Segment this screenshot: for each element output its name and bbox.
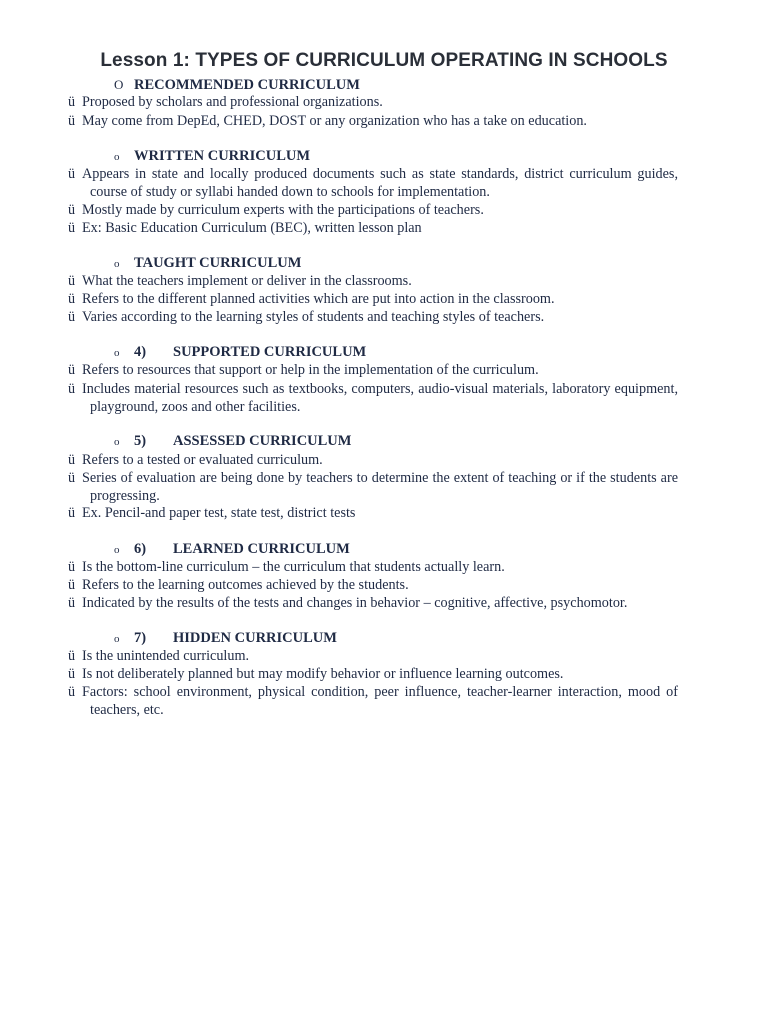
list-item: ü Mostly made by curriculum experts with the participations of teachers. [68,202,484,218]
section-heading-supported: o 4) SUPPORTED CURRICULUM [114,344,367,360]
list-item: ü Refers to the different planned activities which are put into action in the classroom. [68,291,555,307]
list-item: ü Is not deliberately planned but may modify behavior or influence learning outcomes. [68,666,564,682]
hollow-circle-bullet-icon: o [114,151,120,163]
checkmark-bullet-icon: ü [68,291,76,307]
hollow-circle-bullet-icon: o [114,347,120,359]
checkmark-bullet-icon: ü [68,94,76,110]
section-heading-written: o WRITTEN CURRICULUM [114,148,311,164]
list-item: ü Is the unintended curriculum. [68,648,250,664]
checkmark-bullet-icon: ü [68,202,76,218]
checkmark-bullet-icon: ü [68,166,76,182]
section-heading-assessed: o 5) ASSESSED CURRICULUM [114,433,352,449]
checkmark-bullet-icon: ü [68,470,76,486]
page-title: Lesson 1: TYPES OF CURRICULUM OPERATING IN SCHOOLS [100,50,668,71]
list-item: ü Series of evaluation are being done by teachers to determine the extent of teaching or if the students are progressing. [68,470,678,504]
section-heading-taught: o TAUGHT CURRICULUM [114,255,302,271]
checkmark-bullet-icon: ü [68,684,76,700]
checkmark-bullet-icon: ü [68,113,76,129]
checkmark-bullet-icon: ü [68,452,76,468]
list-item: ü Is the bottom-line curriculum – the curriculum that students actually learn. [68,559,505,575]
hollow-circle-bullet-icon: o [114,544,120,556]
list-item: ü Ex. Pencil-and paper test, state test, district tests [68,505,356,521]
checkmark-bullet-icon: ü [68,273,76,289]
hollow-circle-bullet-icon: o [114,633,120,645]
list-item: ü What the teachers implement or deliver in the classrooms. [68,273,412,289]
section-heading-learned: o 6) LEARNED CURRICULUM [114,541,350,557]
list-item: ü Ex: Basic Education Curriculum (BEC), written lesson plan [68,220,422,236]
checkmark-bullet-icon: ü [68,505,76,521]
list-item: ü Refers to the learning outcomes achieved by the students. [68,577,409,593]
checkmark-bullet-icon: ü [68,577,76,593]
section-heading-hidden: o 7) HIDDEN CURRICULUM [114,630,337,646]
list-item: ü Indicated by the results of the tests and changes in behavior – cognitive, affective, psychomotor. [68,595,628,611]
list-item: ü Varies according to the learning styles of students and teaching styles of teachers. [68,309,545,325]
list-item: ü Includes material resources such as textbooks, computers, audio-visual materials, laboratory equipment, playground, zoos and other facilities. [68,381,678,415]
hollow-circle-bullet-icon: o [114,258,120,270]
list-item: ü Proposed by scholars and professional organizations. [68,94,383,110]
checkmark-bullet-icon: ü [68,666,76,682]
checkmark-bullet-icon: ü [68,309,76,325]
checkmark-bullet-icon: ü [68,362,76,378]
hollow-circle-bullet-icon: O [114,77,124,92]
list-item: ü Appears in state and locally produced documents such as state standards, district curriculum guides, course of study or syllabi handed down to schools for implementation. [68,166,678,200]
checkmark-bullet-icon: ü [68,220,76,236]
list-item: ü Refers to a tested or evaluated curriculum. [68,452,323,468]
checkmark-bullet-icon: ü [68,559,76,575]
section-heading-recommended: O RECOMMENDED CURRICULUM [114,77,360,93]
checkmark-bullet-icon: ü [68,595,76,611]
checkmark-bullet-icon: ü [68,381,76,397]
hollow-circle-bullet-icon: o [114,436,120,448]
list-item: ü Refers to resources that support or help in the implementation of the curriculum. [68,362,539,378]
list-item: ü May come from DepEd, CHED, DOST or any organization who has a take on education. [68,113,587,129]
checkmark-bullet-icon: ü [68,648,76,664]
list-item: ü Factors: school environment, physical condition, peer influence, teacher-learner interaction, mood of teachers, etc. [68,684,678,718]
